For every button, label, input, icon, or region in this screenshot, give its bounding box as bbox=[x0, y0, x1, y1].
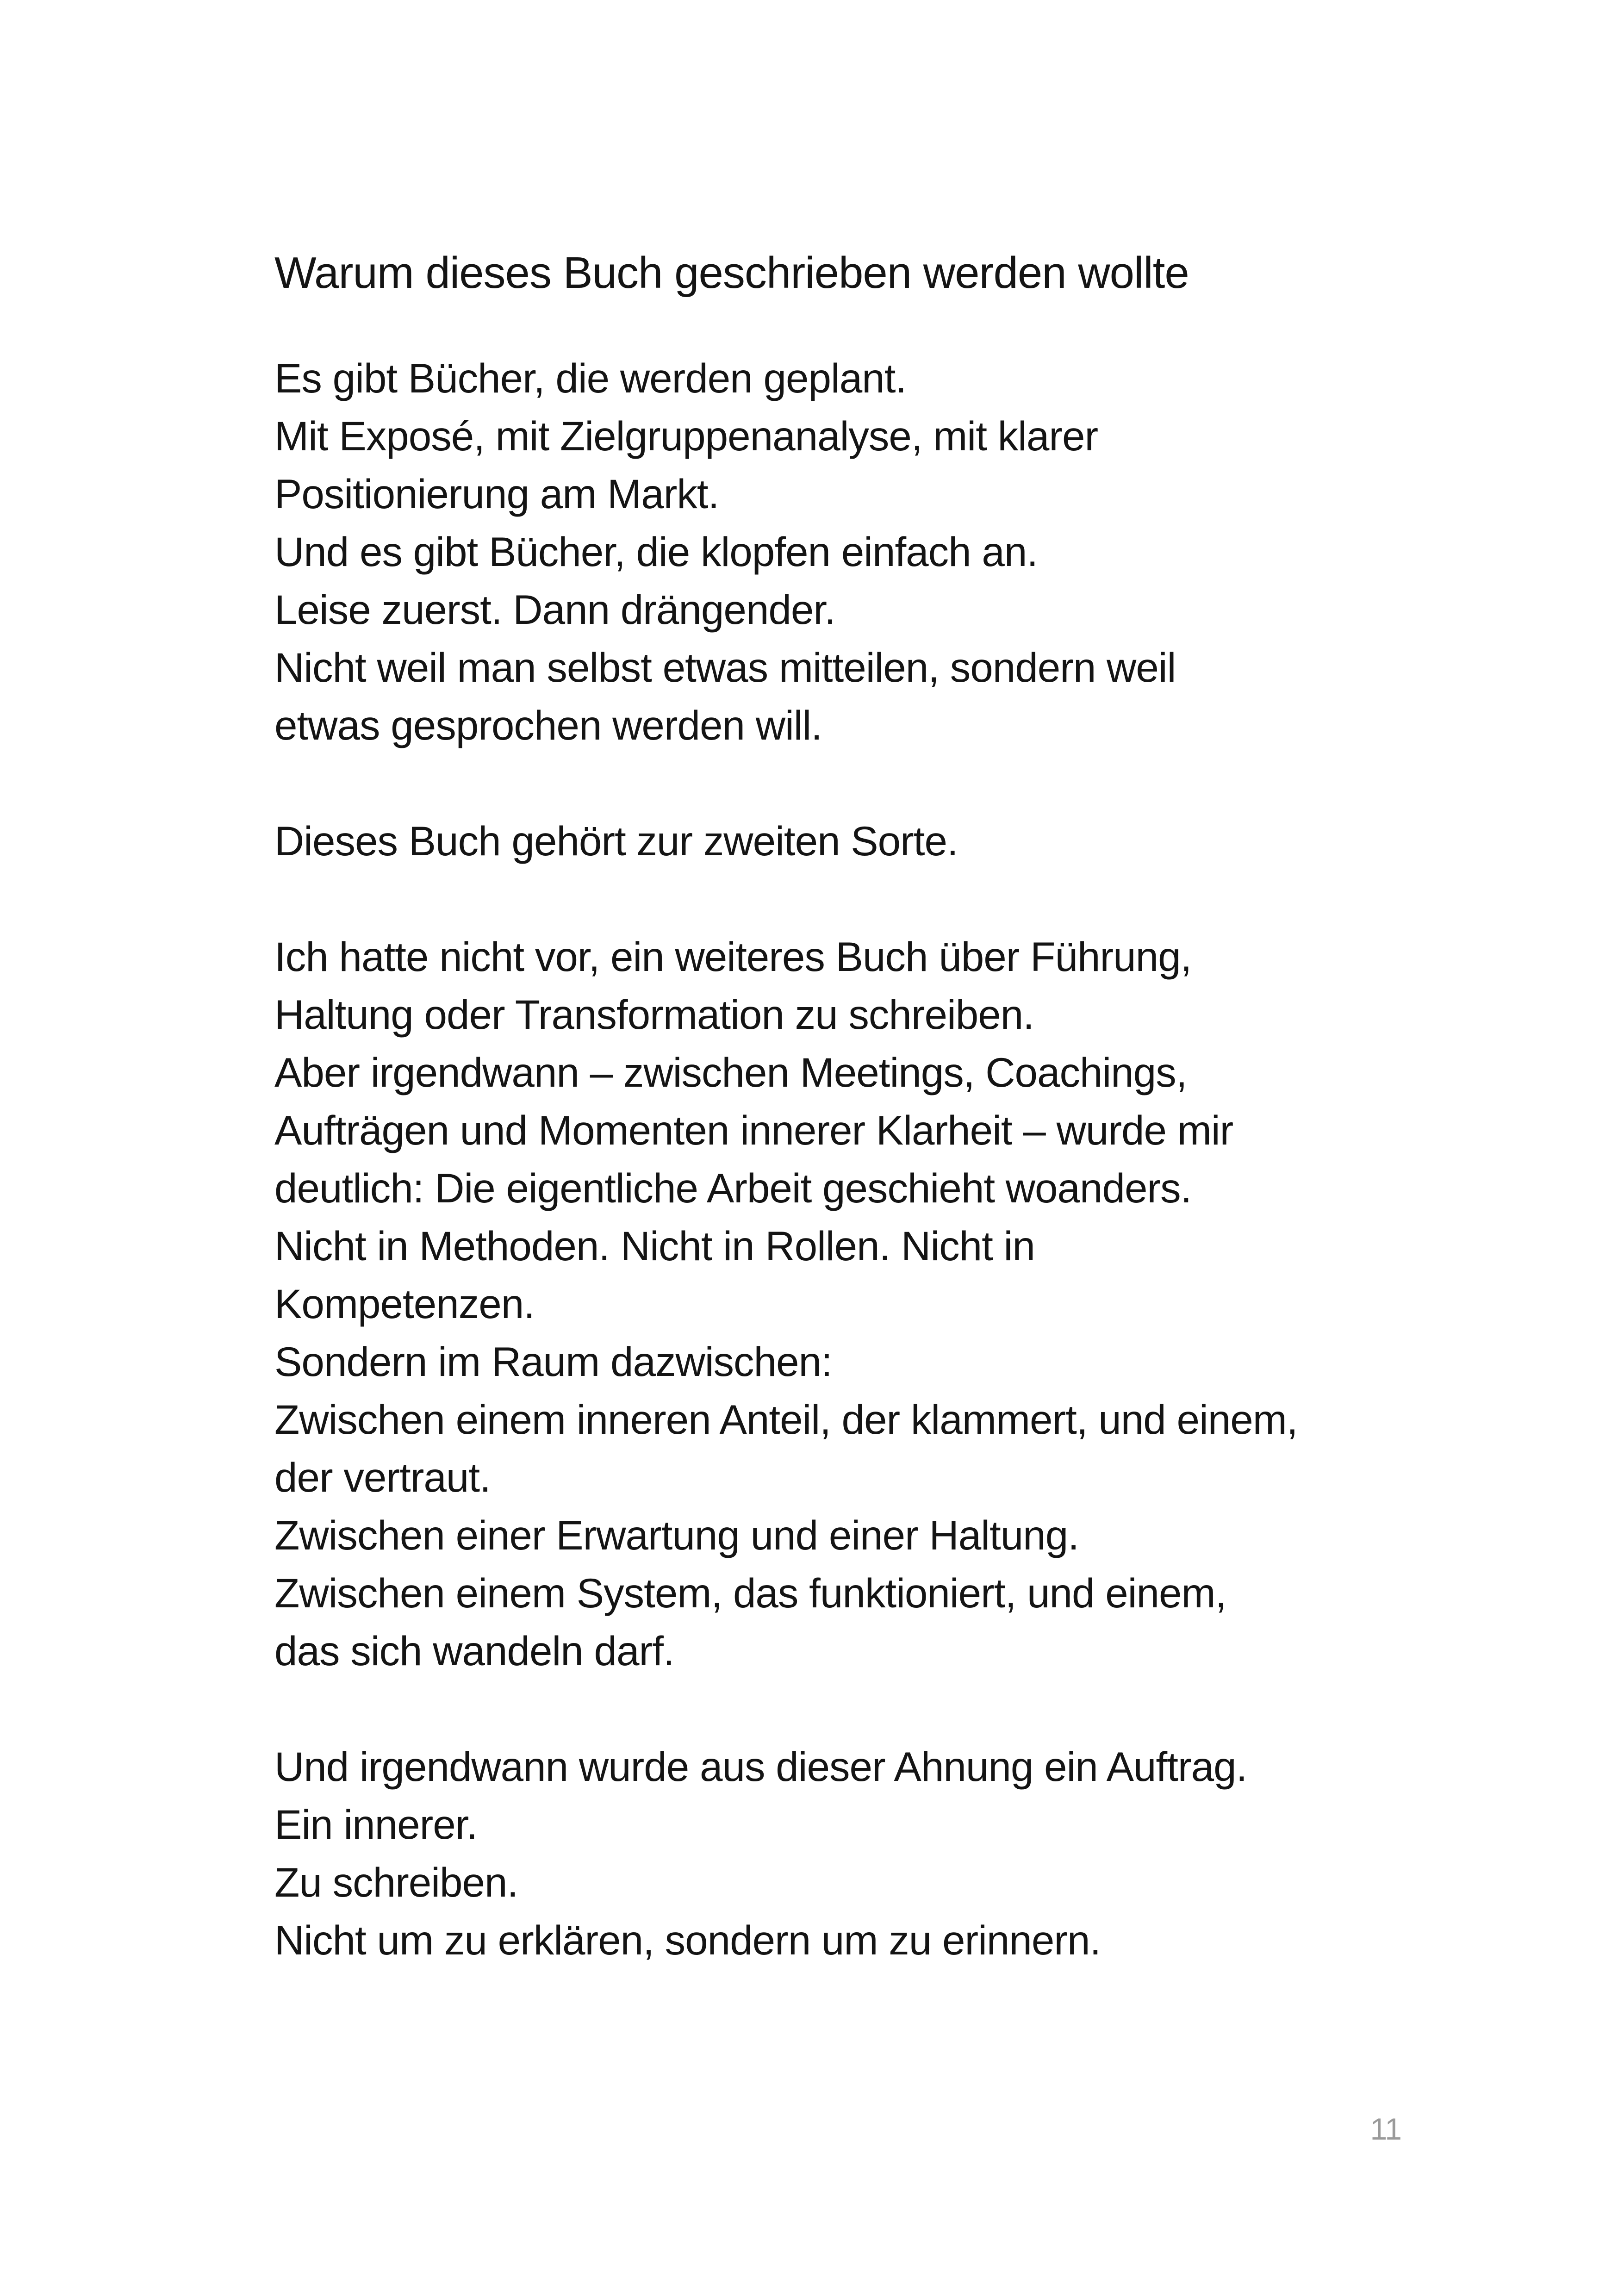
text-line: der vertraut. bbox=[274, 1454, 491, 1500]
paragraph-spacer bbox=[274, 870, 1459, 928]
text-line: Zwischen einer Erwartung und einer Haltung. bbox=[274, 1512, 1079, 1558]
text-line: Es gibt Bücher, die werden geplant. bbox=[274, 355, 907, 401]
text-line: Dieses Buch gehört zur zweiten Sorte. bbox=[274, 818, 958, 864]
paragraph-spacer bbox=[274, 1680, 1459, 1738]
paragraph-2 bbox=[274, 812, 1459, 870]
text-line: Ein innerer. bbox=[274, 1801, 478, 1848]
paragraph-3 bbox=[274, 928, 1459, 1680]
page-content bbox=[274, 234, 1459, 1969]
text-line: Ich hatte nicht vor, ein weiteres Buch über Führung, bbox=[274, 933, 1192, 980]
text-line: etwas gesprochen werden will. bbox=[274, 702, 822, 748]
text-line: Aber irgendwann – zwischen Meetings, Coachings, bbox=[274, 1049, 1187, 1095]
text-line: Zwischen einem System, das funktioniert, und einem, bbox=[274, 1570, 1226, 1616]
paragraph-1 bbox=[274, 349, 1459, 754]
paragraph-4 bbox=[274, 1738, 1459, 1969]
title-spacer bbox=[274, 312, 1459, 349]
text-line: deutlich: Die eigentliche Arbeit geschieht woanders. bbox=[274, 1165, 1192, 1211]
text-line: Leise zuerst. Dann drängender. bbox=[274, 586, 835, 633]
text-line: Zu schreiben. bbox=[274, 1859, 518, 1905]
text-line: Sondern im Raum dazwischen: bbox=[274, 1338, 832, 1385]
text-line: Haltung oder Transformation zu schreiben. bbox=[274, 991, 1034, 1038]
text-line: Und es gibt Bücher, die klopfen einfach an. bbox=[274, 529, 1038, 575]
text-line: Aufträgen und Momenten innerer Klarheit – wurde mir bbox=[274, 1107, 1233, 1153]
text-line: Kompetenzen. bbox=[274, 1281, 535, 1327]
text-line: Nicht weil man selbst etwas mitteilen, sondern weil bbox=[274, 644, 1176, 691]
paragraph-spacer bbox=[274, 754, 1459, 812]
text-line: Nicht in Methoden. Nicht in Rollen. Nicht in bbox=[274, 1223, 1035, 1269]
text-line: Nicht um zu erklären, sondern um zu erinnern. bbox=[274, 1917, 1101, 1963]
text-line: Zwischen einem inneren Anteil, der klammert, und einem, bbox=[274, 1396, 1298, 1443]
text-line: Positionierung am Markt. bbox=[274, 471, 719, 517]
text-line: Und irgendwann wurde aus dieser Ahnung ein Auftrag. bbox=[274, 1743, 1247, 1790]
page-number: 11 bbox=[1370, 2112, 1402, 2146]
chapter-title: Warum dieses Buch geschrieben werden wollte bbox=[274, 248, 1189, 298]
text-line: das sich wandeln darf. bbox=[274, 1628, 674, 1674]
text-line: Mit Exposé, mit Zielgruppenanalyse, mit klarer bbox=[274, 413, 1098, 459]
